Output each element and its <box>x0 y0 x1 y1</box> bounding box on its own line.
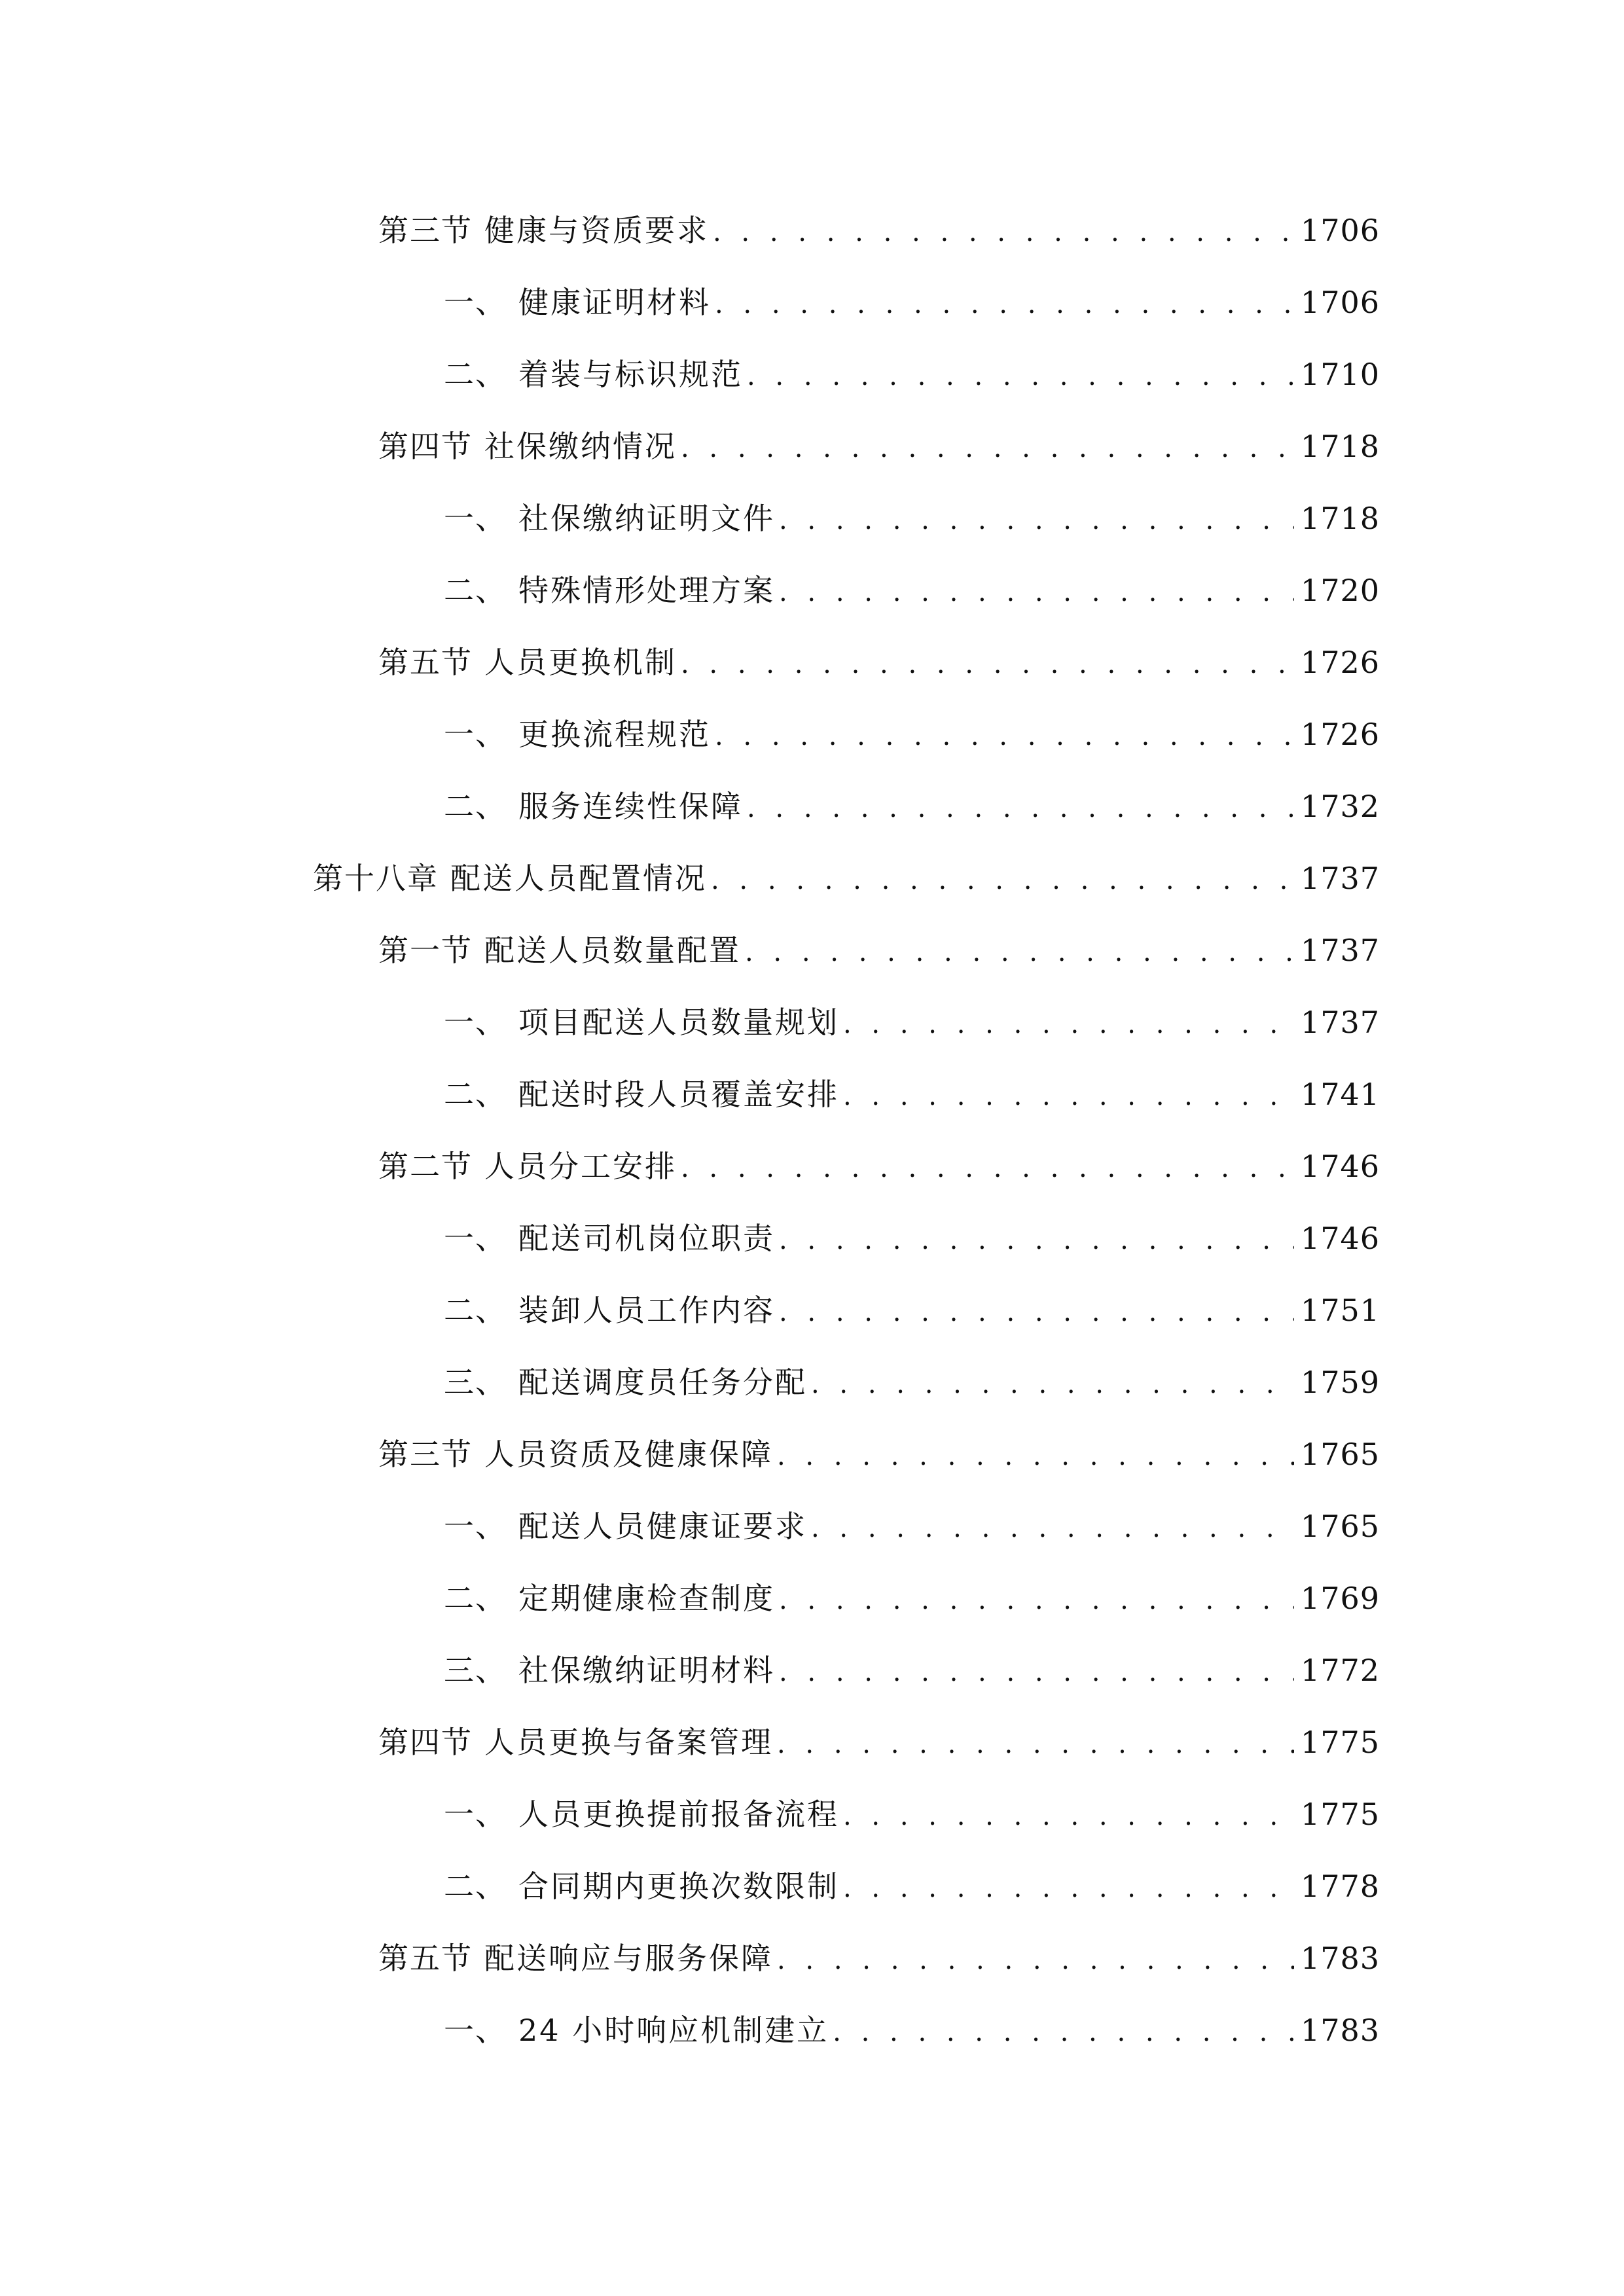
toc-entry-item[interactable] <box>0 987 1624 1059</box>
toc-entry-title: 装卸人员工作内容 <box>518 1292 775 1328</box>
toc-entry-page: 1746 <box>1300 1148 1380 1184</box>
toc-entry-section[interactable] <box>0 1419 1624 1491</box>
table-of-contents <box>0 195 1624 2067</box>
toc-entry-number: 一、 <box>444 716 507 752</box>
toc-entry-title: 健康证明材料 <box>518 284 711 320</box>
dot-leader <box>843 1869 1294 1908</box>
toc-entry-number: 二、 <box>444 788 507 824</box>
toc-entry-page: 1726 <box>1300 716 1380 752</box>
toc-entry-item[interactable] <box>0 1995 1624 2067</box>
toc-entry-number: 二、 <box>444 1580 507 1616</box>
toc-entry-item[interactable] <box>0 267 1624 339</box>
toc-entry-title: 项目配送人员数量规划 <box>518 1004 839 1040</box>
toc-entry-page: 1732 <box>1300 788 1380 824</box>
toc-entry-title: 定期健康检查制度 <box>518 1580 775 1616</box>
toc-entry-title: 着装与标识规范 <box>518 356 743 392</box>
dot-leader <box>843 1005 1294 1044</box>
toc-entry-number: 第四节 <box>378 1724 473 1760</box>
toc-entry-number: 二、 <box>444 572 507 608</box>
toc-entry-title: 配送时段人员覆盖安排 <box>518 1076 839 1112</box>
toc-entry-number: 第十八章 <box>313 860 439 896</box>
toc-entry-page: 1718 <box>1300 500 1380 536</box>
toc-entry-page: 1726 <box>1300 644 1380 680</box>
toc-entry-title: 人员更换与备案管理 <box>484 1724 773 1760</box>
toc-entry-number: 一、 <box>444 1796 507 1832</box>
toc-entry-item[interactable] <box>0 771 1624 843</box>
toc-entry-item[interactable] <box>0 555 1624 627</box>
toc-entry-number: 一、 <box>444 1220 507 1256</box>
toc-entry-title: 人员资质及健康保障 <box>484 1436 773 1472</box>
toc-entry-item[interactable] <box>0 1203 1624 1275</box>
toc-entry-number: 一、 <box>444 1508 507 1544</box>
dot-leader <box>833 2013 1294 2052</box>
dot-leader <box>779 1653 1294 1692</box>
toc-entry-number: 二、 <box>444 1292 507 1328</box>
toc-entry-title: 配送响应与服务保障 <box>484 1940 773 1976</box>
toc-entry-page: 1765 <box>1300 1436 1380 1472</box>
toc-entry-section[interactable] <box>0 915 1624 987</box>
dot-leader <box>779 501 1294 540</box>
toc-entry-number: 三、 <box>444 1364 507 1400</box>
dot-leader <box>713 213 1294 252</box>
toc-entry-page: 1741 <box>1300 1076 1380 1112</box>
toc-entry-title: 人员分工安排 <box>484 1148 677 1184</box>
toc-entry-number: 二、 <box>444 1868 507 1904</box>
toc-entry-title: 社保缴纳证明材料 <box>518 1652 775 1688</box>
toc-entry-section[interactable] <box>0 411 1624 483</box>
toc-entry-page: 1775 <box>1300 1796 1380 1832</box>
toc-entry-page: 1751 <box>1300 1292 1380 1328</box>
toc-entry-item[interactable] <box>0 1347 1624 1419</box>
toc-entry-title: 人员更换机制 <box>484 644 677 680</box>
toc-entry-title: 特殊情形处理方案 <box>518 572 775 608</box>
dot-leader <box>843 1797 1294 1836</box>
dot-leader <box>843 1077 1294 1116</box>
toc-entry-page: 1772 <box>1300 1652 1380 1688</box>
toc-entry-page: 1710 <box>1300 356 1380 392</box>
toc-entry-item[interactable] <box>0 339 1624 411</box>
toc-entry-title: 配送司机岗位职责 <box>518 1220 775 1256</box>
toc-entry-page: 1783 <box>1300 1940 1380 1976</box>
toc-entry-item[interactable] <box>0 1635 1624 1707</box>
dot-leader <box>681 645 1294 684</box>
toc-entry-page: 1746 <box>1300 1220 1380 1256</box>
toc-entry-section[interactable] <box>0 1707 1624 1779</box>
dot-leader <box>747 357 1294 396</box>
toc-entry-number: 第四节 <box>378 428 473 464</box>
toc-entry-item[interactable] <box>0 1851 1624 1923</box>
toc-entry-page: 1783 <box>1300 2012 1380 2048</box>
dot-leader <box>779 1293 1294 1332</box>
toc-entry-item[interactable] <box>0 699 1624 771</box>
toc-entry-number: 第二节 <box>378 1148 473 1184</box>
toc-entry-page: 1706 <box>1300 284 1380 320</box>
toc-entry-title: 配送人员数量配置 <box>484 932 741 968</box>
toc-entry-number: 一、 <box>444 284 507 320</box>
toc-entry-page: 1765 <box>1300 1508 1380 1544</box>
toc-entry-number: 三、 <box>444 1652 507 1688</box>
toc-entry-page: 1778 <box>1300 1868 1380 1904</box>
toc-entry-title: 配送人员健康证要求 <box>518 1508 807 1544</box>
dot-leader <box>811 1509 1294 1548</box>
toc-entry-title: 人员更换提前报备流程 <box>518 1796 839 1832</box>
dot-leader <box>779 573 1294 612</box>
toc-entry-page: 1718 <box>1300 428 1380 464</box>
toc-entry-item[interactable] <box>0 1563 1624 1635</box>
toc-entry-title: 24 小时响应机制建立 <box>518 2012 829 2048</box>
toc-entry-item[interactable] <box>0 483 1624 555</box>
dot-leader <box>779 1581 1294 1620</box>
dot-leader <box>779 1221 1294 1260</box>
toc-entry-number: 第三节 <box>378 212 473 248</box>
toc-entry-page: 1720 <box>1300 572 1380 608</box>
toc-entry-number: 一、 <box>444 2012 507 2048</box>
toc-entry-item[interactable] <box>0 1491 1624 1563</box>
toc-entry-section[interactable] <box>0 1923 1624 1995</box>
dot-leader <box>715 717 1294 756</box>
dot-leader <box>747 789 1294 828</box>
dot-leader <box>777 1437 1294 1476</box>
toc-entry-number: 第一节 <box>378 932 473 968</box>
toc-entry-number: 第三节 <box>378 1436 473 1472</box>
toc-entry-item[interactable] <box>0 1779 1624 1851</box>
toc-entry-title: 配送人员配置情况 <box>450 860 707 896</box>
toc-entry-number: 一、 <box>444 1004 507 1040</box>
dot-leader <box>811 1365 1294 1404</box>
toc-entry-page: 1737 <box>1300 1004 1380 1040</box>
dot-leader <box>715 285 1294 324</box>
toc-entry-number: 二、 <box>444 1076 507 1112</box>
toc-entry-title: 健康与资质要求 <box>484 212 709 248</box>
toc-entry-page: 1759 <box>1300 1364 1380 1400</box>
dot-leader <box>711 861 1294 900</box>
toc-entry-title: 服务连续性保障 <box>518 788 743 824</box>
toc-entry-item[interactable] <box>0 1059 1624 1131</box>
toc-entry-title: 社保缴纳证明文件 <box>518 500 775 536</box>
dot-leader <box>745 933 1294 972</box>
toc-entry-section[interactable] <box>0 627 1624 699</box>
toc-entry-page: 1737 <box>1300 932 1380 968</box>
toc-entry-section[interactable] <box>0 195 1624 267</box>
toc-entry-number: 二、 <box>444 356 507 392</box>
toc-entry-title: 合同期内更换次数限制 <box>518 1868 839 1904</box>
toc-entry-item[interactable] <box>0 1275 1624 1347</box>
toc-entry-title: 更换流程规范 <box>518 716 711 752</box>
toc-entry-number: 第五节 <box>378 644 473 680</box>
toc-entry-section[interactable] <box>0 1131 1624 1203</box>
dot-leader <box>681 429 1294 468</box>
toc-entry-number: 第五节 <box>378 1940 473 1976</box>
dot-leader <box>777 1725 1294 1764</box>
toc-entry-page: 1706 <box>1300 212 1380 248</box>
toc-entry-title: 社保缴纳情况 <box>484 428 677 464</box>
toc-entry-page: 1737 <box>1300 860 1380 896</box>
toc-entry-title: 配送调度员任务分配 <box>518 1364 807 1400</box>
toc-entry-page: 1775 <box>1300 1724 1380 1760</box>
toc-entry-number: 一、 <box>444 500 507 536</box>
dot-leader <box>681 1149 1294 1188</box>
dot-leader <box>777 1941 1294 1980</box>
toc-entry-page: 1769 <box>1300 1580 1380 1616</box>
toc-entry-chapter[interactable] <box>0 843 1624 915</box>
